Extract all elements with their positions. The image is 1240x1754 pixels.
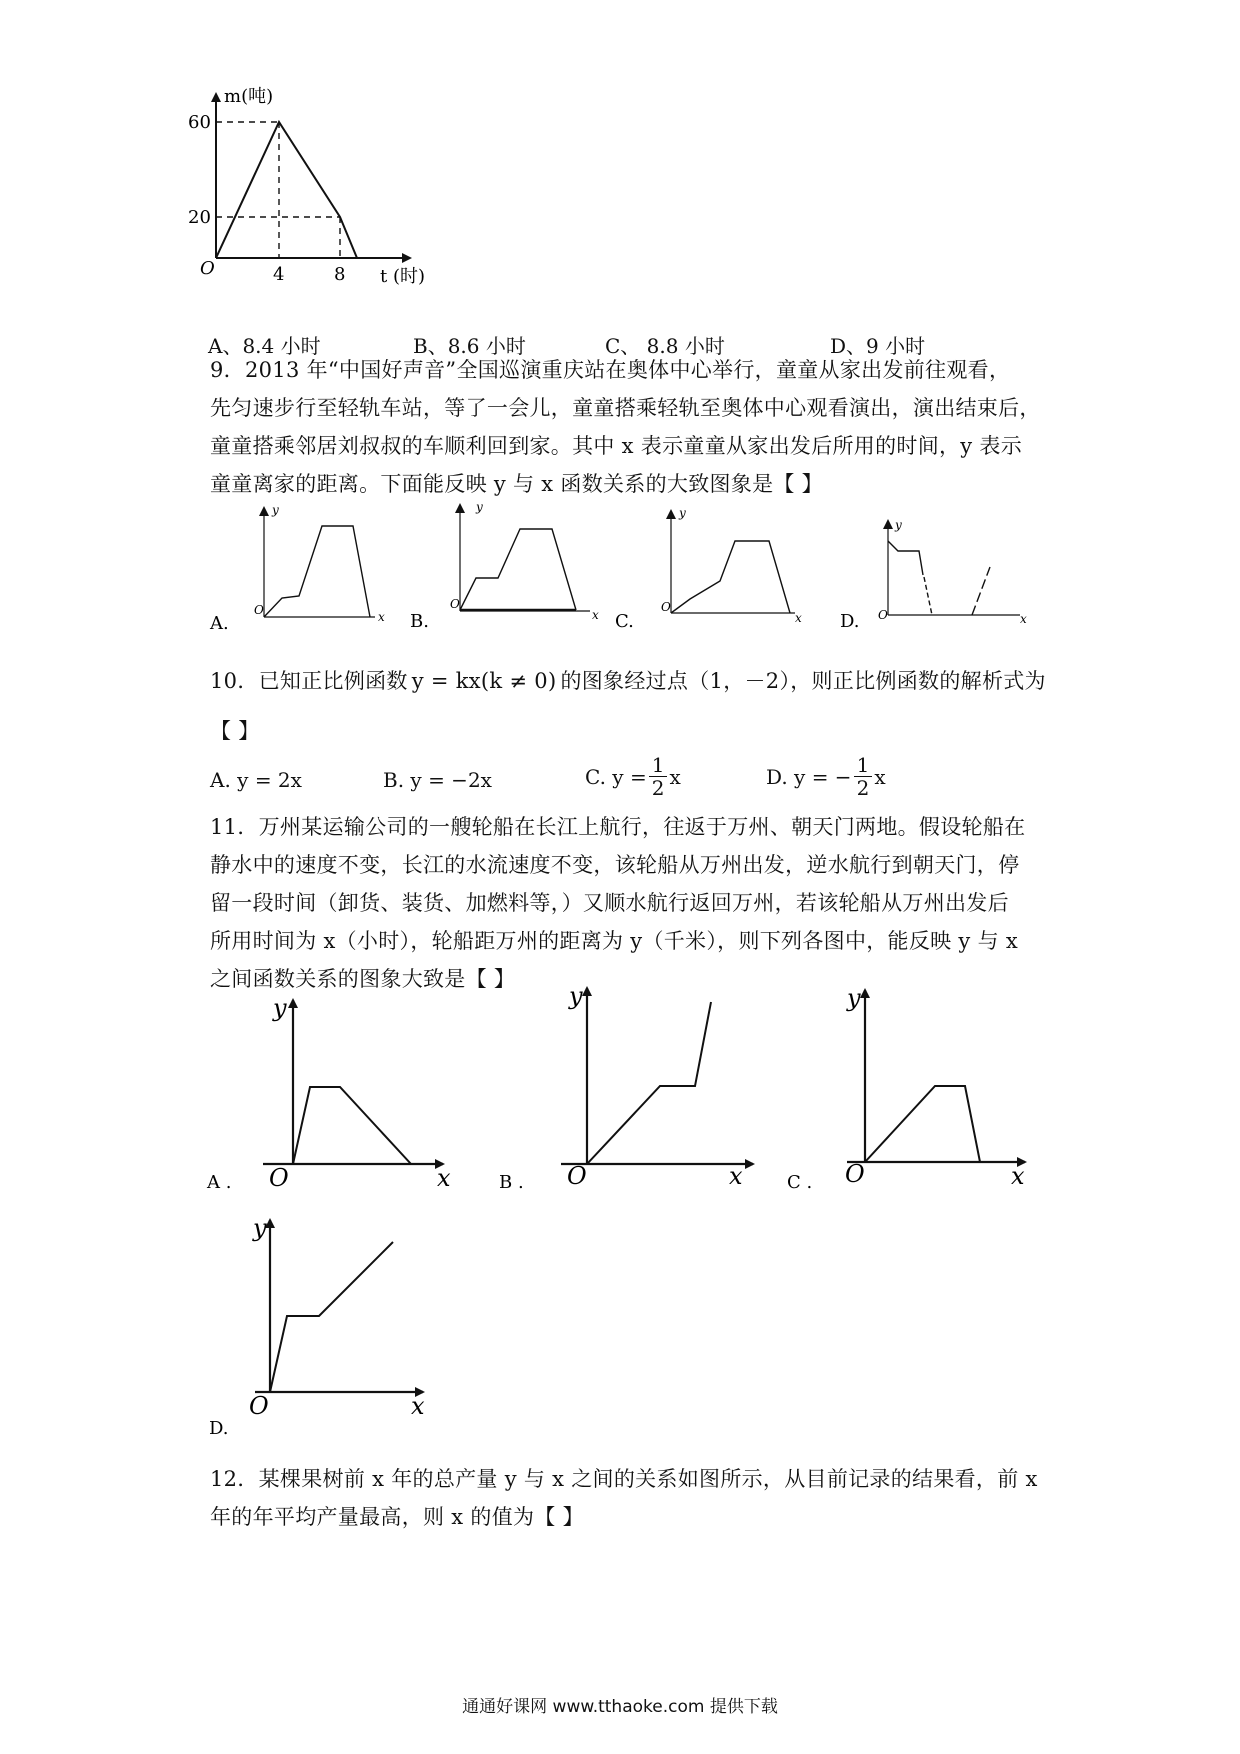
q9-line: 先匀速步行至轻轨车站，等了一会儿，童童搭乘轻轨至奥体中心观看演出，演出结束后， [210, 396, 1041, 420]
q8-y-tick-20: 20 [188, 207, 211, 228]
q9c-letter: C. [615, 611, 634, 632]
q8-option-a: A、8.4 小时 [208, 334, 321, 358]
q9-line: 童童搭乘邻居刘叔叔的车顺利回到家。其中 x 表示童童从家出发后所用的时间，y 表示 [210, 434, 1023, 458]
q8-option-d: D、9 小时 [830, 334, 926, 358]
q10-option-d [766, 754, 886, 799]
q10-bracket: 【 】 [210, 719, 260, 743]
q10-option-d-fraction: $\frac{1}{2}$ [854, 754, 873, 799]
q12-line: 年的年平均产量最高，则 x 的值为【 】 [210, 1505, 584, 1529]
q8-x-tick-4: 4 [273, 264, 285, 285]
q11-graph-a [205, 990, 460, 1210]
q11d-y-label: y [253, 1214, 267, 1242]
q11-question [210, 808, 1025, 998]
q8-option-c: C、 8.8 小时 [605, 334, 725, 358]
q12-question [210, 1460, 1038, 1536]
q11d-curve [270, 1242, 393, 1392]
q11b-letter: B . [499, 1172, 524, 1193]
q10-option-d-label: D. y = − [766, 764, 852, 789]
q9c-origin: O [661, 600, 671, 614]
q9-question [210, 351, 1041, 503]
q9c-y-label: y [679, 506, 686, 520]
q10-option-d-x: x [874, 764, 886, 789]
q9d-y-label: y [895, 518, 902, 532]
q9-graph-d [840, 515, 1040, 635]
q9-graph-b [410, 493, 610, 635]
q8-graph [188, 86, 470, 325]
q9a-y-label: y [272, 503, 279, 517]
q11d-x-label: x [411, 1392, 425, 1420]
q9d-curve-1 [888, 541, 923, 575]
q9a-origin: O [254, 603, 264, 617]
q8-x-tick-8: 8 [334, 264, 346, 285]
q9d-curve-3 [972, 567, 990, 615]
q9d-letter: D. [840, 611, 860, 632]
q11c-origin: O [845, 1160, 865, 1188]
q9-graph-c [615, 505, 815, 635]
q8-x-label: t (时) [380, 266, 425, 287]
q8-curve [216, 122, 357, 258]
q9d-origin: O [878, 608, 888, 622]
q11c-curve [865, 1086, 980, 1162]
q9a-letter: A. [210, 613, 229, 634]
q11a-curve [293, 1087, 411, 1164]
q10-option-c-fraction: $\frac{1}{2}$ [649, 754, 668, 799]
q10-option-b: B. y = −2x [383, 768, 492, 792]
q8-y-tick-60: 60 [188, 112, 211, 133]
q10-prefix: 10．已知正比例函数 [210, 669, 408, 693]
q11a-origin: O [269, 1164, 289, 1192]
q10-option-c [585, 754, 681, 799]
q11c-y-label: y [847, 984, 861, 1012]
q9-line: 9．2013 年“中国好声音”全国巡演重庆站在奥体中心举行，童童从家出发前往观看， [210, 358, 1011, 382]
q9c-curve [671, 541, 790, 613]
q9b-origin: O [450, 597, 460, 611]
q11b-y-label: y [569, 982, 583, 1010]
q12-line: 12．某棵果树前 x 年的总产量 y 与 x 之间的关系如图所示，从目前记录的结果看，前 x [210, 1467, 1038, 1491]
q9c-x-label: x [795, 611, 802, 625]
q9d-x-label: x [1020, 612, 1027, 626]
q11-line: 11．万州某运输公司的一艘轮船在长江上航行，往返于万州、朝天门两地。假设轮船在 [210, 815, 1026, 839]
q11a-letter: A . [207, 1172, 232, 1193]
q11-line: 静水中的速度不变，长江的水流速度不变，该轮船从万州出发，逆水航行到朝天门，停 [210, 853, 1020, 877]
q11-graph-c [785, 980, 1035, 1210]
q9-line: 童童离家的距离。下面能反映 y 与 x 函数关系的大致图象是【 】 [210, 472, 823, 496]
q11c-x-label: x [1011, 1162, 1025, 1190]
q11d-letter: D. [209, 1418, 229, 1439]
q9d-curve-2 [924, 577, 932, 615]
q11-graph-d [205, 1210, 435, 1442]
q11-line: 留一段时间（卸货、装货、加燃料等，）又顺水航行返回万州，若该轮船从万州出发后 [210, 891, 1009, 915]
q11a-y-label: y [273, 994, 287, 1022]
q9a-curve [264, 526, 370, 617]
page-footer: 通通好课网 www.tthaoke.com 提供下载 [462, 1697, 778, 1717]
q9b-curve [460, 529, 576, 610]
q9b-y-label: y [476, 500, 483, 514]
q11b-curve [587, 1002, 711, 1164]
q11b-origin: O [567, 1162, 587, 1190]
q9b-x-label: x [592, 608, 599, 622]
q10-option-c-x: x [669, 764, 681, 789]
q11-line: 之间函数关系的图象大致是【 】 [210, 967, 516, 991]
q8-option-b: B、8.6 小时 [413, 334, 526, 358]
q9b-letter: B. [410, 611, 429, 632]
q11b-x-label: x [729, 1162, 743, 1190]
q10-suffix: 的图象经过点（1，－2），则正比例函数的解析式为 [560, 669, 1046, 693]
q10-formula: y = kx(k ≠ 0) [411, 669, 557, 693]
q11d-origin: O [249, 1392, 269, 1420]
q10-option-c-label: C. y = [585, 764, 647, 789]
q11a-x-label: x [437, 1164, 451, 1192]
q11-line: 所用时间为 x（小时），轮船距万州的距离为 y（千米），则下列各图中，能反映 y 与 x [210, 929, 1018, 953]
q11-graph-b [495, 978, 765, 1210]
q9a-x-label: x [378, 610, 385, 624]
q8-origin: O [200, 258, 215, 279]
q8-y-label: m(吨) [224, 86, 274, 107]
q11c-letter: C . [787, 1172, 813, 1193]
q9-graph-a [210, 500, 405, 635]
q10-question [210, 662, 1046, 700]
q10-option-a: A. y = 2x [210, 768, 302, 792]
